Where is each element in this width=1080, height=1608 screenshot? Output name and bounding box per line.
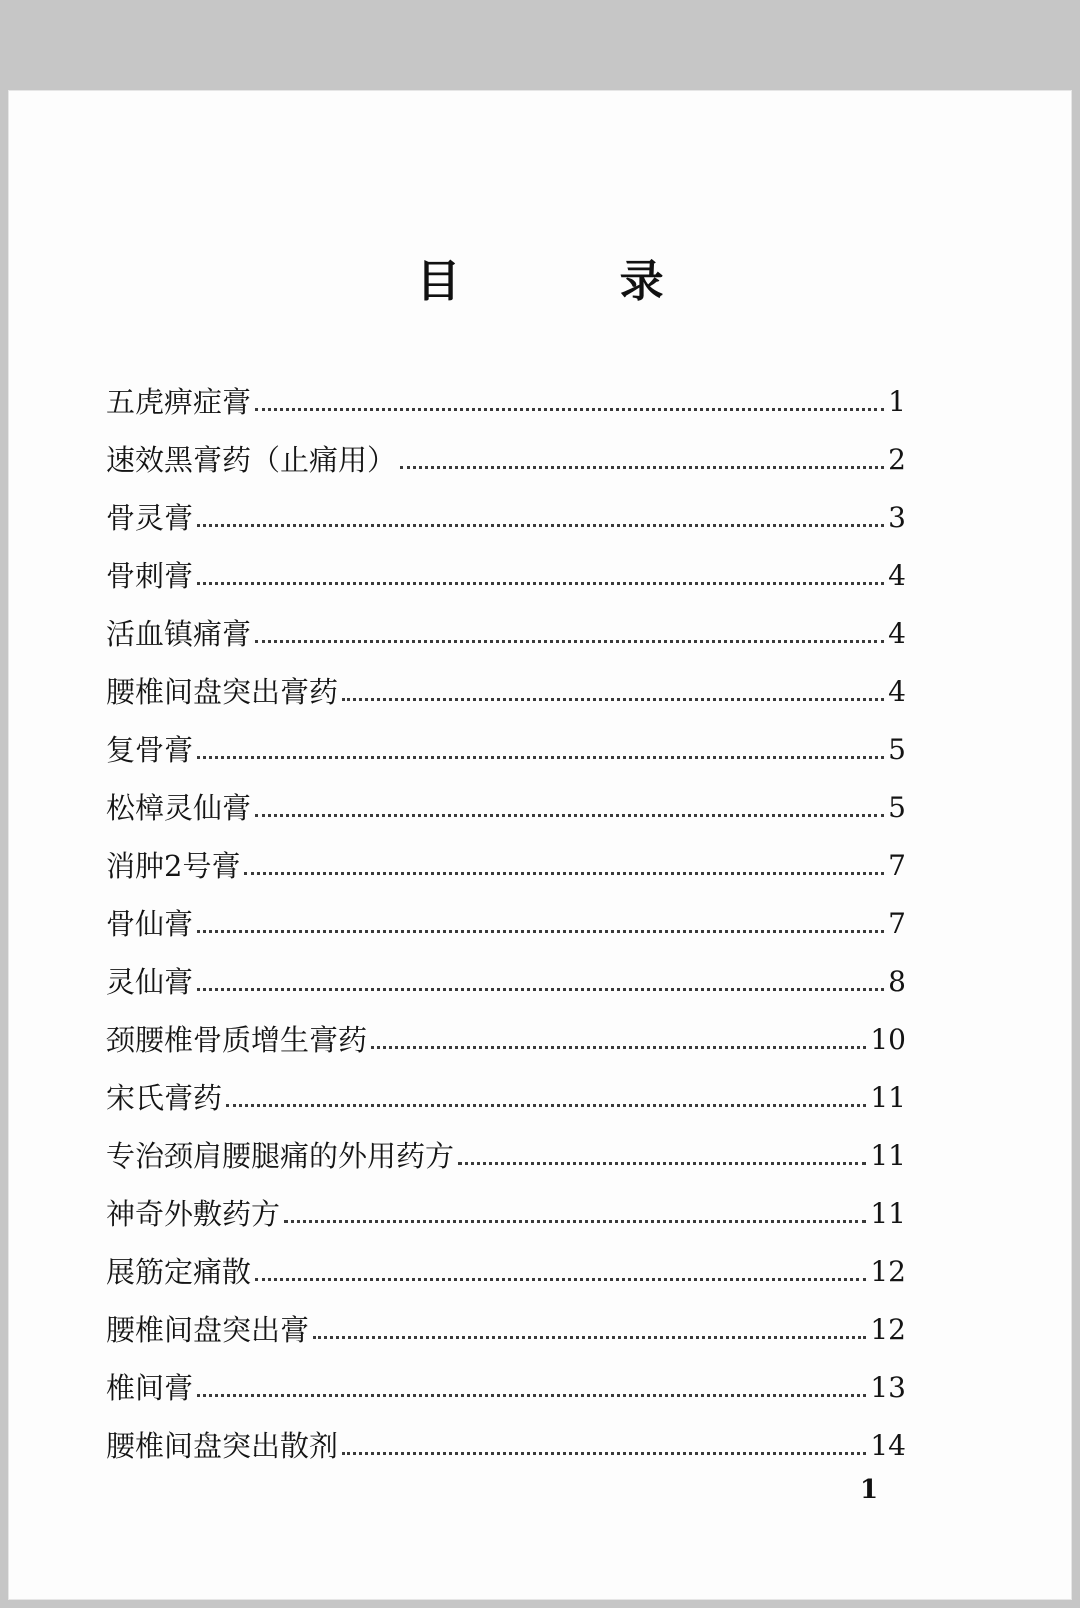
toc-entry[interactable] bbox=[106, 942, 906, 1000]
page-number: 1 bbox=[860, 1475, 879, 1505]
toc-entry[interactable] bbox=[106, 1232, 906, 1290]
toc-entry-page: 3 bbox=[888, 501, 906, 534]
toc-entry-page: 10 bbox=[870, 1023, 906, 1056]
toc-entry[interactable] bbox=[106, 1174, 906, 1232]
toc-entry-title: 复骨膏 bbox=[106, 733, 194, 767]
toc-entry-title: 活血镇痛膏 bbox=[106, 617, 252, 651]
dot-leader bbox=[400, 466, 884, 469]
toc-entry-title: 灵仙膏 bbox=[106, 965, 194, 999]
dot-leader bbox=[197, 524, 884, 527]
toc-entry-title: 消肿2号膏 bbox=[106, 849, 241, 883]
toc-entry-page: 4 bbox=[888, 617, 906, 650]
toc-entry-page: 12 bbox=[870, 1255, 906, 1288]
toc-entry-title: 颈腰椎骨质增生膏药 bbox=[106, 1023, 368, 1057]
toc-entry-title: 骨仙膏 bbox=[106, 907, 194, 941]
dot-leader bbox=[371, 1046, 866, 1049]
toc-entry-title: 速效黑膏药（止痛用） bbox=[106, 443, 397, 477]
toc-entry[interactable] bbox=[106, 536, 906, 594]
dot-leader bbox=[197, 930, 884, 933]
toc-entry-title: 腰椎间盘突出膏 bbox=[106, 1313, 310, 1347]
toc-entry[interactable] bbox=[106, 1116, 906, 1174]
dot-leader bbox=[342, 1452, 866, 1455]
toc-entry-page: 8 bbox=[888, 965, 906, 998]
toc-entry-title: 腰椎间盘突出膏药 bbox=[106, 675, 339, 709]
table-of-contents bbox=[106, 362, 906, 1464]
toc-entry-page: 7 bbox=[888, 849, 906, 882]
dot-leader bbox=[284, 1220, 866, 1223]
dot-leader bbox=[342, 698, 884, 701]
toc-entry-page: 11 bbox=[870, 1139, 906, 1172]
toc-entry[interactable] bbox=[106, 884, 906, 942]
toc-entry-page: 4 bbox=[888, 675, 906, 708]
dot-leader bbox=[197, 582, 884, 585]
toc-entry-title: 骨灵膏 bbox=[106, 501, 194, 535]
dot-leader bbox=[226, 1104, 866, 1107]
toc-entry-title: 腰椎间盘突出散剂 bbox=[106, 1429, 339, 1463]
toc-entry-page: 2 bbox=[888, 443, 906, 476]
dot-leader bbox=[255, 640, 884, 643]
toc-entry[interactable] bbox=[106, 1406, 906, 1464]
toc-entry[interactable] bbox=[106, 594, 906, 652]
toc-entry[interactable] bbox=[106, 768, 906, 826]
toc-entry[interactable] bbox=[106, 1290, 906, 1348]
toc-entry-title: 专治颈肩腰腿痛的外用药方 bbox=[106, 1139, 455, 1173]
page-title: 目 录 bbox=[416, 256, 736, 307]
dot-leader bbox=[255, 408, 884, 411]
dot-leader bbox=[458, 1162, 866, 1165]
dot-leader bbox=[255, 1278, 866, 1281]
toc-entry-title: 神奇外敷药方 bbox=[106, 1197, 281, 1231]
toc-entry-title: 五虎痹症膏 bbox=[106, 385, 252, 419]
dot-leader bbox=[313, 1336, 866, 1339]
toc-entry[interactable] bbox=[106, 362, 906, 420]
toc-entry-page: 12 bbox=[870, 1313, 906, 1346]
toc-entry-title: 松樟灵仙膏 bbox=[106, 791, 252, 825]
toc-entry[interactable] bbox=[106, 478, 906, 536]
toc-entry[interactable] bbox=[106, 1058, 906, 1116]
toc-entry-title: 椎间膏 bbox=[106, 1371, 194, 1405]
toc-entry-title: 宋氏膏药 bbox=[106, 1081, 223, 1115]
dot-leader bbox=[197, 988, 884, 991]
toc-entry-title: 展筋定痛散 bbox=[106, 1255, 252, 1289]
toc-entry-page: 14 bbox=[870, 1429, 906, 1462]
toc-entry[interactable] bbox=[106, 652, 906, 710]
toc-entry[interactable] bbox=[106, 1000, 906, 1058]
dot-leader bbox=[244, 872, 884, 875]
toc-entry[interactable] bbox=[106, 826, 906, 884]
toc-entry-page: 5 bbox=[888, 733, 906, 766]
toc-entry-page: 13 bbox=[870, 1371, 906, 1404]
toc-entry-page: 11 bbox=[870, 1197, 906, 1230]
toc-entry-title: 骨刺膏 bbox=[106, 559, 194, 593]
dot-leader bbox=[197, 756, 884, 759]
toc-entry-page: 5 bbox=[888, 791, 906, 824]
toc-entry[interactable] bbox=[106, 420, 906, 478]
toc-entry[interactable] bbox=[106, 1348, 906, 1406]
dot-leader bbox=[255, 814, 884, 817]
toc-entry[interactable] bbox=[106, 710, 906, 768]
toc-entry-page: 11 bbox=[870, 1081, 906, 1114]
dot-leader bbox=[197, 1394, 866, 1397]
toc-entry-page: 1 bbox=[888, 385, 906, 418]
toc-entry-page: 7 bbox=[888, 907, 906, 940]
toc-entry-page: 4 bbox=[888, 559, 906, 592]
document-page bbox=[8, 90, 1072, 1600]
